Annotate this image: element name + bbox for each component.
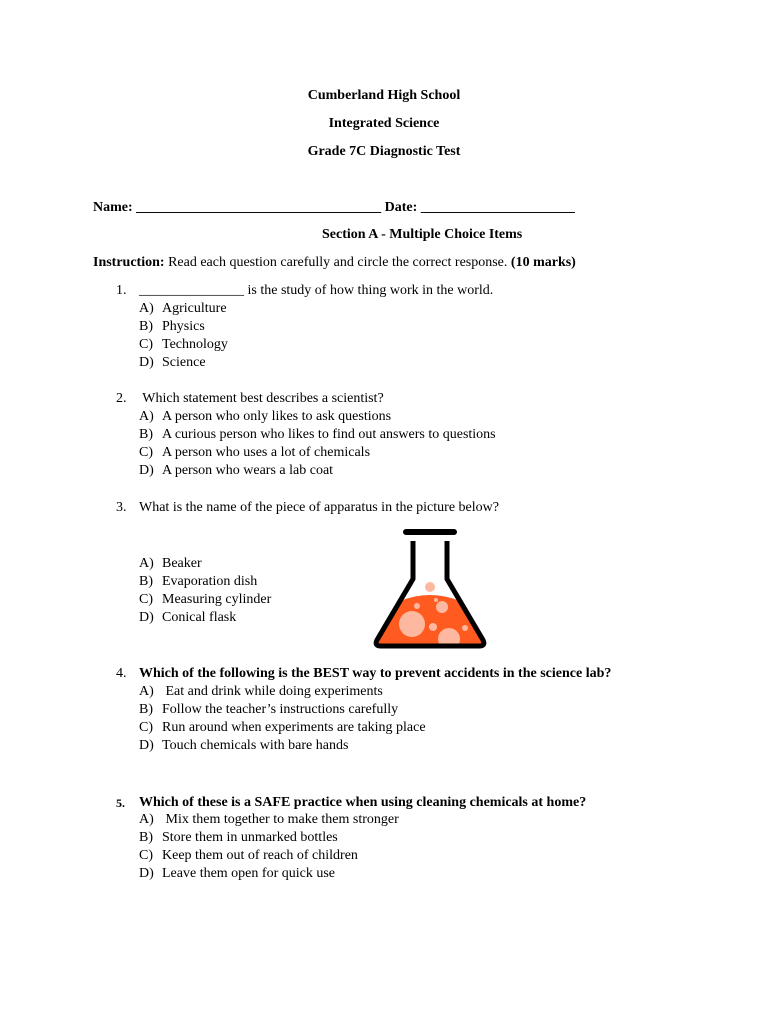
question-number: 1. (116, 283, 127, 298)
question-number: 4. (116, 666, 127, 681)
option-d[interactable]: D) A person who wears a lab coat (139, 463, 334, 478)
option-a[interactable]: A) Eat and drink while doing experiments (139, 684, 383, 699)
option-a[interactable]: A) Beaker (139, 556, 202, 571)
question-number: 3. (116, 500, 127, 515)
option-d[interactable]: D) Conical flask (139, 610, 237, 625)
student-info-line (93, 200, 575, 216)
test-title: Grade 7C Diagnostic Test (307, 144, 461, 159)
name-blank[interactable]: ___________________________________ (136, 200, 382, 215)
instruction-marks: (10 marks) (510, 255, 576, 270)
school-name: Cumberland High School (307, 88, 461, 103)
option-b[interactable]: B) Store them in unmarked bottles (139, 830, 338, 845)
option-c[interactable]: C) Measuring cylinder (139, 592, 272, 607)
option-b[interactable]: B) Physics (139, 319, 205, 334)
question-number: 5. (116, 796, 125, 810)
instruction-text: Read each question carefully and circle the correct response. (164, 255, 511, 270)
question-text: Which statement best describes a scientist? (139, 391, 384, 406)
question-text: Which of these is a SAFE practice when using cleaning chemicals at home? (139, 795, 587, 810)
date-blank[interactable]: ______________________ (420, 200, 575, 215)
option-b[interactable]: B) Evaporation dish (139, 574, 258, 589)
option-a[interactable]: A) Mix them together to make them stronger (139, 812, 399, 827)
option-d[interactable]: D) Touch chemicals with bare hands (139, 738, 349, 753)
option-a[interactable]: A) Agriculture (139, 301, 227, 316)
option-c[interactable]: C) A person who uses a lot of chemicals (139, 445, 371, 460)
question-text: Which of the following is the BEST way to prevent accidents in the science lab? (139, 666, 612, 681)
option-b[interactable]: B) Follow the teacher’s instructions carefully (139, 702, 399, 717)
option-b[interactable]: B) A curious person who likes to find out answers to questions (139, 427, 496, 442)
subject-title: Integrated Science (328, 116, 440, 131)
option-c[interactable]: C) Run around when experiments are taking place (139, 720, 426, 735)
option-d[interactable]: D) Science (139, 355, 206, 370)
instruction-label: Instruction: (93, 255, 165, 270)
question-text: What is the name of the piece of apparatus in the picture below? (139, 500, 499, 515)
option-c[interactable]: C) Keep them out of reach of children (139, 848, 358, 863)
question-number: 2. (116, 391, 127, 406)
date-label: Date: (384, 200, 418, 215)
question-text: _______________ is the study of how thing work in the world. (139, 283, 494, 298)
option-a[interactable]: A) A person who only likes to ask questions (139, 409, 392, 424)
section-title: Section A - Multiple Choice Items (322, 227, 523, 242)
option-d[interactable]: D) Leave them open for quick use (139, 866, 335, 881)
instruction (93, 255, 576, 271)
name-label: Name: (93, 200, 133, 215)
conical-flask-icon (370, 527, 490, 651)
option-c[interactable]: C) Technology (139, 337, 228, 352)
